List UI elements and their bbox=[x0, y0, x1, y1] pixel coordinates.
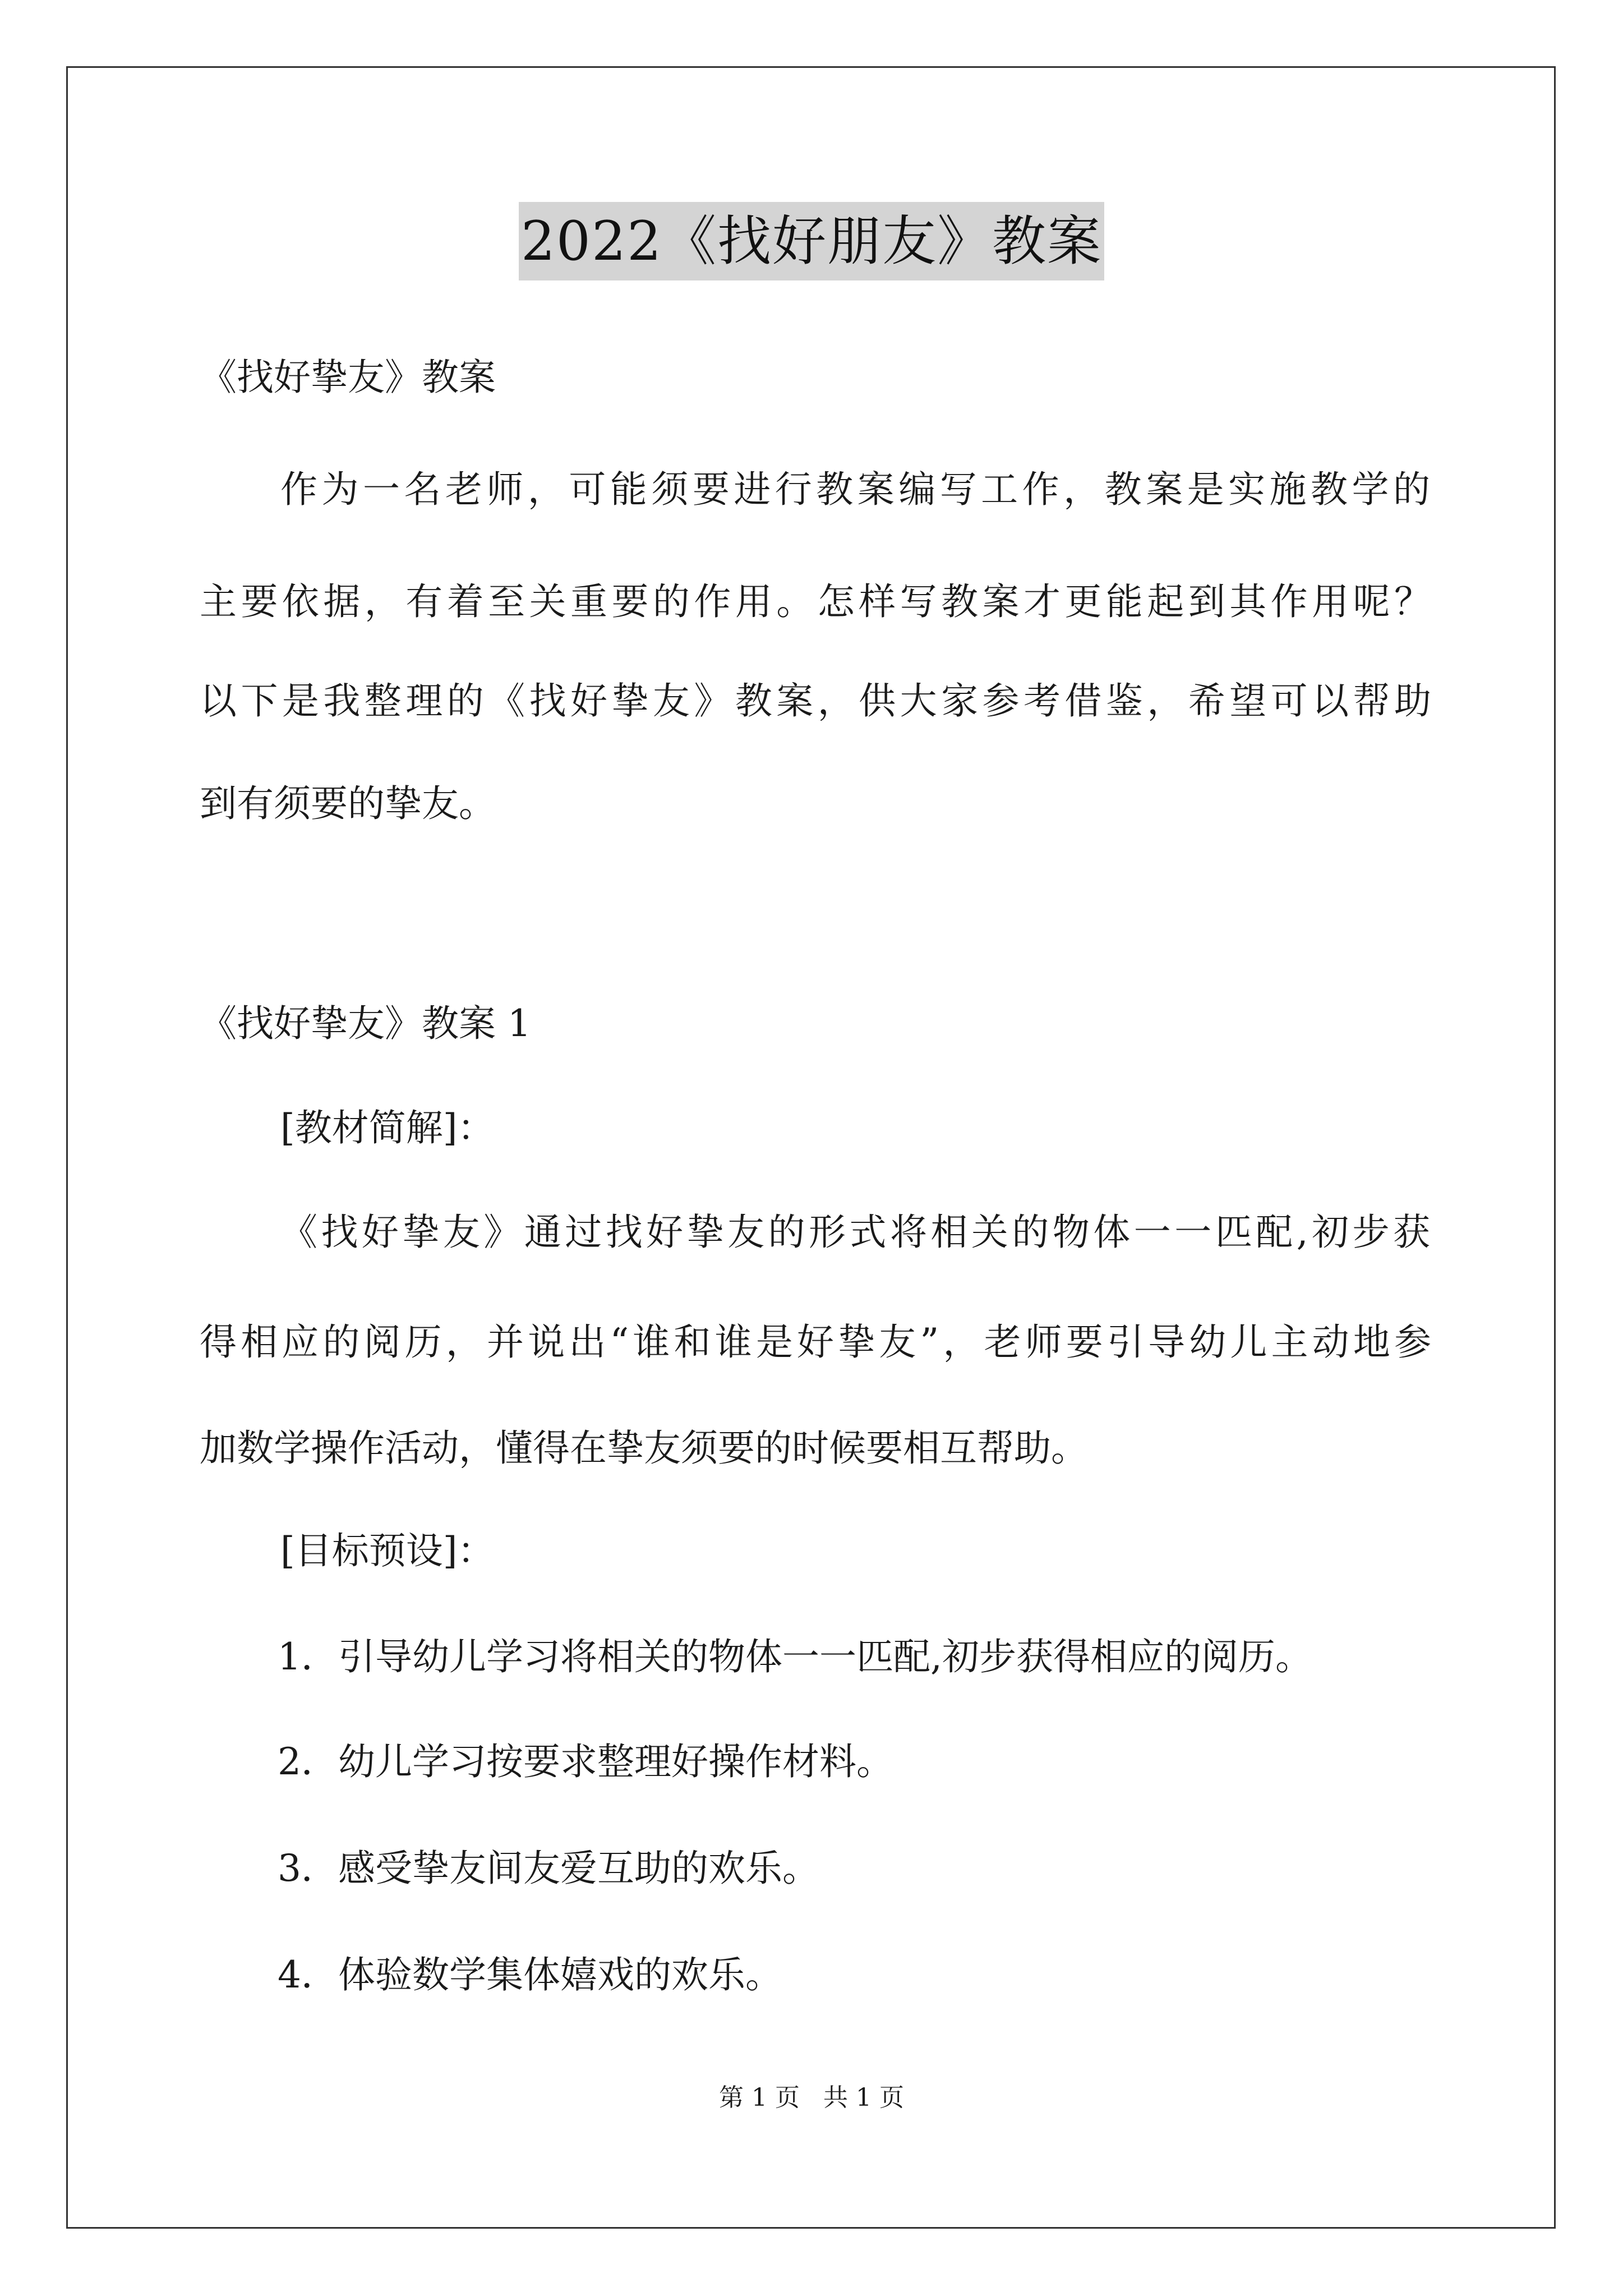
paragraph-line: 《找好挚友》通过找好挚友的形式将相关的物体一一匹配,初步获 bbox=[280, 1211, 1430, 1254]
paragraph-line: 加数学操作活动，懂得在挚友须要的时候要相互帮助。 bbox=[200, 1427, 1088, 1470]
list-item: 2．幼儿学习按要求整理好操作材料。 bbox=[278, 1740, 893, 1783]
page-footer: 第 1 页 共 1 页 bbox=[719, 2083, 904, 2112]
section-heading: 《找好挚友》教案 bbox=[200, 356, 496, 399]
paragraph-line: 到有须要的挚友。 bbox=[200, 782, 496, 825]
paragraph-line: 得相应的阅历，并说出“谁和谁是好挚友”，老师要引导幼儿主动地参 bbox=[200, 1320, 1431, 1364]
list-item: 1．引导幼儿学习将相关的物体一一匹配,初步获得相应的阅历。 bbox=[278, 1635, 1312, 1678]
document-title: 2022《找好朋友》教案 bbox=[519, 202, 1104, 280]
list-item: 4．体验数学集体嬉戏的欢乐。 bbox=[278, 1953, 782, 1996]
list-item: 3．感受挚友间友爱互助的欢乐。 bbox=[278, 1847, 819, 1890]
paragraph-line: 主要依据，有着至关重要的作用。怎样写教案才更能起到其作用呢？ bbox=[200, 580, 1431, 623]
paragraph-line: 以下是我整理的《找好挚友》教案，供大家参考借鉴，希望可以帮助 bbox=[200, 679, 1431, 723]
paragraph-line: 作为一名老师，可能须要进行教案编写工作，教案是实施教学的 bbox=[280, 468, 1430, 511]
section-heading: 《找好挚友》教案 1 bbox=[200, 1002, 531, 1045]
title-container bbox=[0, 202, 1623, 280]
subheading: [教材简解]： bbox=[280, 1106, 495, 1149]
subheading: [目标预设]： bbox=[280, 1529, 495, 1572]
